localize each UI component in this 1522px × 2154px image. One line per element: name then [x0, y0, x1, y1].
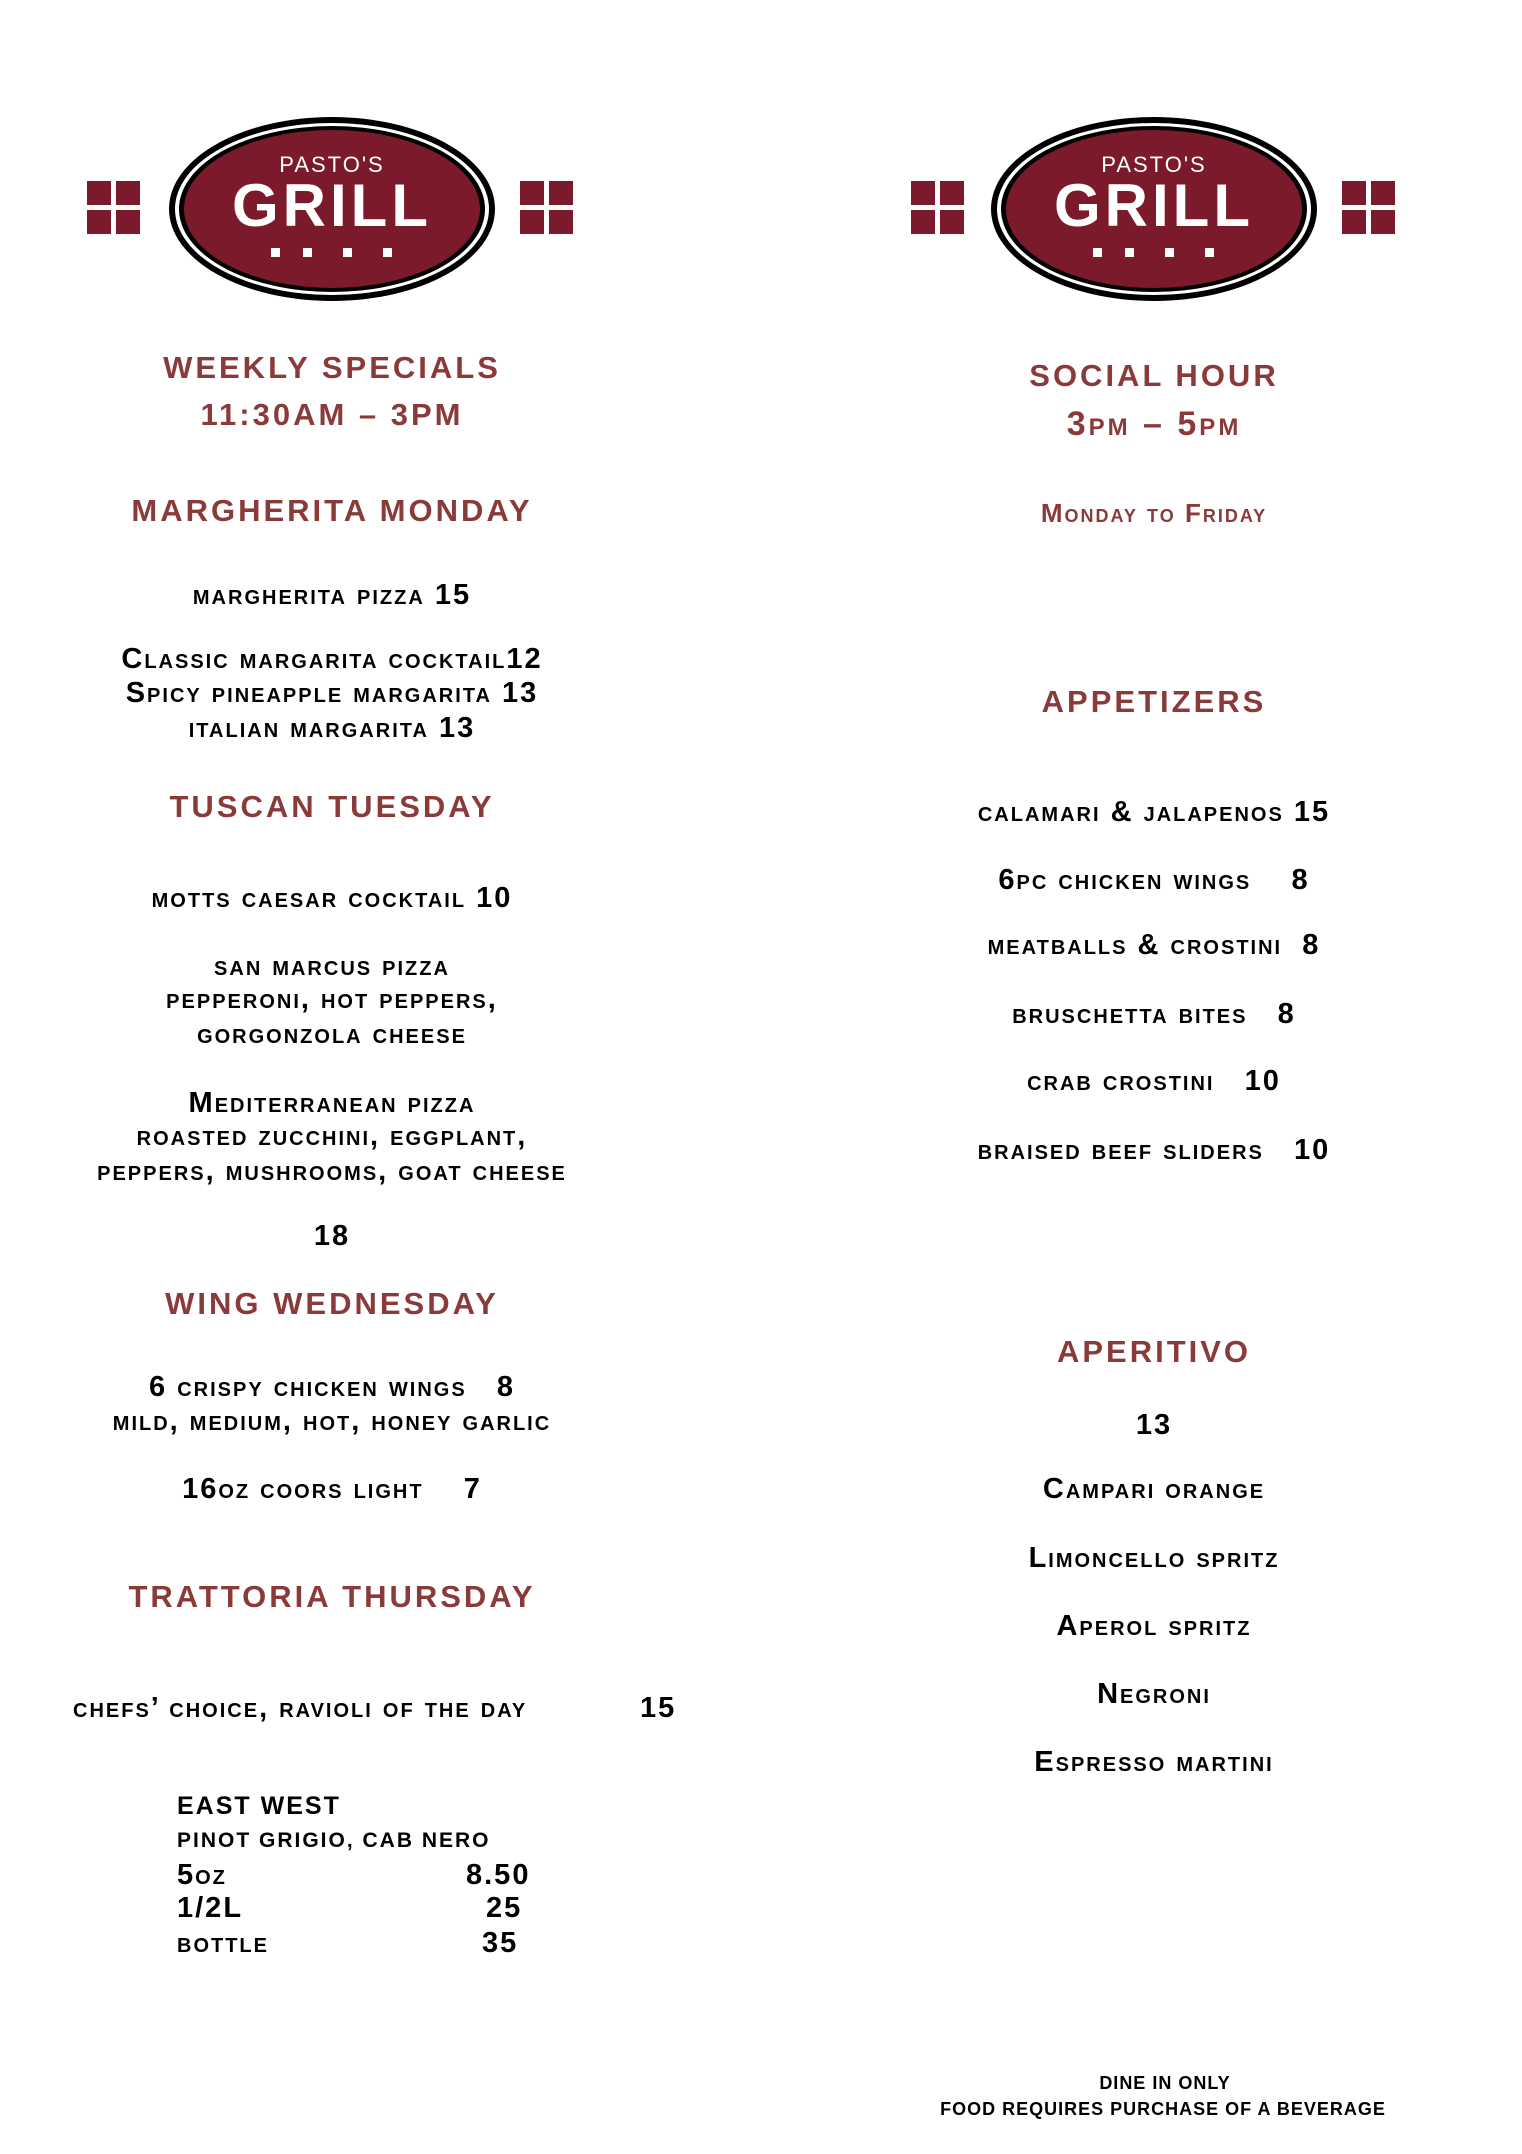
menu-item: motts caesar cocktail 10: [151, 882, 513, 914]
menu-item: Mediterranean pizza: [188, 1087, 476, 1119]
svg-text:GRILL: GRILL: [1054, 172, 1254, 239]
weekly-specials-heading: WEEKLY SPECIALS: [163, 350, 501, 385]
menu-item-price: 18: [313, 1220, 351, 1252]
menu-item: Espresso martini: [1034, 1746, 1274, 1778]
menu-item: 16oz coors light 7: [182, 1473, 482, 1505]
social-hour-heading: SOCIAL HOUR: [1029, 358, 1279, 393]
wing-wednesday-title: WING WEDNESDAY: [165, 1286, 499, 1321]
weekly-specials-hours: 11:30AM – 3PM: [200, 397, 464, 432]
appetizers-title: APPETIZERS: [1041, 684, 1267, 719]
menu-item: pepperoni, hot peppers,: [166, 983, 498, 1015]
menu-item: italian margarita 13: [188, 712, 476, 744]
footer-note: FOOD REQUIRES PURCHASE OF A BEVERAGE: [940, 2099, 1386, 2119]
wine-price: 25: [486, 1892, 523, 1924]
menu-item: san marcus pizza: [214, 950, 450, 982]
menu-item: peppers, mushrooms, goat cheese: [97, 1155, 567, 1187]
menu-item: braised beef sliders 10: [977, 1134, 1331, 1166]
menu-item: Negroni: [1097, 1678, 1211, 1710]
svg-text:GRILL: GRILL: [232, 172, 432, 239]
trattoria-thursday-title: TRATTORIA THURSDAY: [128, 1579, 536, 1614]
wine-size: 5oz: [177, 1859, 227, 1891]
menu-item: Classic margarita cocktail12: [121, 643, 543, 675]
wine-price: 8.50: [466, 1859, 531, 1891]
social-hour-hours: 3pm – 5pm: [1066, 405, 1242, 443]
wine-name: EAST WEST: [177, 1792, 341, 1820]
menu-item: gorgonzola cheese: [197, 1018, 467, 1050]
menu-item: mild, medium, hot, honey garlic: [112, 1405, 552, 1437]
menu-item: Limoncello spritz: [1028, 1542, 1280, 1574]
aperitivo-price: 13: [1135, 1409, 1173, 1441]
menu-item: Aperol spritz: [1056, 1610, 1252, 1642]
svg-text:PASTO'S: PASTO'S: [1101, 152, 1207, 177]
menu-item: 6pc chicken wings 8: [998, 864, 1310, 896]
tuscan-tuesday-title: TUSCAN TUESDAY: [169, 789, 495, 824]
footer-note: DINE IN ONLY: [1099, 2073, 1231, 2093]
svg-text:PASTO'S: PASTO'S: [279, 152, 385, 177]
wine-size: bottle: [177, 1927, 269, 1959]
menu-item: calamari & jalapenos 15: [977, 796, 1331, 828]
menu-item: crab crostini 10: [1027, 1065, 1281, 1097]
menu-item: Campari orange: [1042, 1473, 1266, 1505]
chefs-choice-item: chefs’ choice, ravioli of the day: [73, 1692, 528, 1724]
menu-item: margherita pizza 15: [192, 579, 472, 611]
menu-item: Spicy pineapple margarita 13: [125, 677, 539, 709]
menu-item: 6 crispy chicken wings 8: [149, 1371, 515, 1403]
social-hour-column: [854, 0, 1454, 2154]
wine-price: 35: [482, 1927, 519, 1959]
menu-item: bruschetta bites 8: [1012, 998, 1296, 1030]
wine-size: 1/2L: [177, 1892, 244, 1924]
margherita-monday-title: MARGHERITA MONDAY: [131, 493, 533, 528]
aperitivo-title: APERITIVO: [1056, 1334, 1252, 1369]
wine-varietals: PINOT GRIGIO, CAB NERO: [177, 1829, 491, 1852]
menu-item: roasted zucchini, eggplant,: [136, 1120, 528, 1152]
chefs-choice-price: 15: [640, 1692, 677, 1724]
social-hour-days: Monday to Friday: [1040, 498, 1268, 528]
menu-item: meatballs & crostini 8: [987, 929, 1321, 961]
